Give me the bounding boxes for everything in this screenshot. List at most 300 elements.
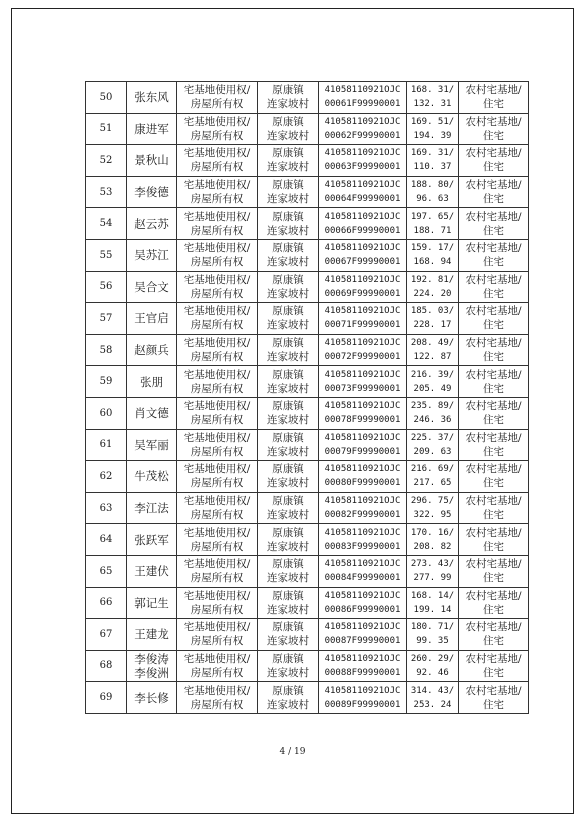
owner-name-cell <box>127 461 177 493</box>
owner-name-cell <box>127 587 177 619</box>
owner-name-cell-line: 李俊德 <box>134 185 169 200</box>
location-cell <box>258 334 319 366</box>
owner-name-cell <box>127 397 177 429</box>
parcel-code-cell <box>319 555 407 587</box>
right-type-cell-line: 宅基地使用权/ <box>183 400 251 413</box>
land-use-cell-line: 农村宅基地/ <box>465 684 522 697</box>
area-cell <box>407 397 459 429</box>
area-cell <box>407 555 459 587</box>
area-cell-line: 185. 03/ <box>410 306 455 317</box>
location-cell-line: 连家坡村 <box>267 193 309 206</box>
right-type-cell-line: 宅基地使用权/ <box>183 305 251 318</box>
right-type-cell <box>177 82 258 114</box>
parcel-code-cell-line: 41058110921OJC <box>324 338 401 349</box>
area-cell-line: 225. 37/ <box>410 432 455 443</box>
location-cell-line: 连家坡村 <box>267 635 309 648</box>
land-use-cell <box>459 587 529 619</box>
land-use-cell-line: 住宅 <box>483 129 504 142</box>
location-cell-line: 原康镇 <box>272 179 304 192</box>
right-type-cell <box>177 397 258 429</box>
parcel-code-cell-line: 00061F99990001 <box>324 99 401 110</box>
owner-name-cell <box>127 524 177 556</box>
area-cell-line: 314. 43/ <box>410 685 455 696</box>
location-cell-line: 连家坡村 <box>267 666 309 679</box>
parcel-code-cell-line: 41058110921OJC <box>324 243 401 254</box>
area-cell <box>407 176 459 208</box>
row-number-cell: 66 <box>86 587 127 619</box>
table-row <box>86 303 529 335</box>
area-cell-line: 168. 94 <box>413 257 452 268</box>
right-type-cell <box>177 145 258 177</box>
table-row <box>86 271 529 303</box>
right-type-cell-line: 房屋所有权 <box>190 193 244 206</box>
parcel-code-cell <box>319 650 407 682</box>
right-type-cell <box>177 176 258 208</box>
location-cell <box>258 271 319 303</box>
location-cell-line: 连家坡村 <box>267 540 309 553</box>
parcel-code-cell-line: 41058110921OJC <box>324 653 401 664</box>
location-cell-line: 连家坡村 <box>267 256 309 269</box>
land-use-cell <box>459 492 529 524</box>
location-cell-line: 原康镇 <box>272 495 304 508</box>
land-use-cell-line: 农村宅基地/ <box>465 337 522 350</box>
area-cell <box>407 145 459 177</box>
location-cell <box>258 650 319 682</box>
right-type-cell <box>177 334 258 366</box>
parcel-code-cell <box>319 587 407 619</box>
row-number-cell: 55 <box>86 239 127 271</box>
row-number-cell: 53 <box>86 176 127 208</box>
area-cell-line: 208. 49/ <box>410 338 455 349</box>
land-use-cell-line: 农村宅基地/ <box>465 431 522 444</box>
owner-name-cell <box>127 334 177 366</box>
area-cell-line: 96. 63 <box>416 194 449 205</box>
area-cell-line: 192. 81/ <box>410 274 455 285</box>
owner-name-cell <box>127 366 177 398</box>
land-use-cell-line: 住宅 <box>483 351 504 364</box>
land-use-cell <box>459 397 529 429</box>
area-cell <box>407 366 459 398</box>
parcel-code-cell <box>319 397 407 429</box>
parcel-code-cell-line: 41058110921OJC <box>324 180 401 191</box>
land-use-cell-line: 农村宅基地/ <box>465 210 522 223</box>
parcel-code-cell-line: 41058110921OJC <box>324 211 401 222</box>
owner-name-cell-line: 吴苏江 <box>134 248 169 263</box>
parcel-code-cell-line: 41058110921OJC <box>324 496 401 507</box>
area-cell-line: 216. 69/ <box>410 464 455 475</box>
land-use-cell <box>459 208 529 240</box>
area-cell-line: 208. 82 <box>413 541 452 552</box>
right-type-cell-line: 房屋所有权 <box>190 666 244 679</box>
row-number-cell: 68 <box>86 650 127 682</box>
land-use-cell <box>459 461 529 493</box>
parcel-code-cell-line: 41058110921OJC <box>324 148 401 159</box>
right-type-cell-line: 房屋所有权 <box>190 603 244 616</box>
land-use-cell-line: 农村宅基地/ <box>465 652 522 665</box>
location-cell-line: 连家坡村 <box>267 98 309 111</box>
owner-name-cell <box>127 303 177 335</box>
location-cell-line: 原康镇 <box>272 431 304 444</box>
area-cell-line: 159. 17/ <box>410 243 455 254</box>
owner-name-cell <box>127 492 177 524</box>
owner-name-cell-line: 吴军丽 <box>134 437 169 452</box>
area-cell-line: 99. 35 <box>416 636 449 647</box>
parcel-code-cell <box>319 303 407 335</box>
land-use-cell-line: 住宅 <box>483 540 504 553</box>
land-use-cell <box>459 429 529 461</box>
right-type-cell-line: 宅基地使用权/ <box>183 337 251 350</box>
right-type-cell-line: 宅基地使用权/ <box>183 652 251 665</box>
owner-name-cell-line: 李俊涛 <box>134 651 169 666</box>
land-use-cell-line: 农村宅基地/ <box>465 526 522 539</box>
area-cell <box>407 524 459 556</box>
right-type-cell <box>177 113 258 145</box>
right-type-cell <box>177 271 258 303</box>
land-use-cell-line: 农村宅基地/ <box>465 368 522 381</box>
right-type-cell-line: 房屋所有权 <box>190 635 244 648</box>
table-row <box>86 524 529 556</box>
land-use-cell <box>459 82 529 114</box>
parcel-code-cell <box>319 366 407 398</box>
row-number-cell: 51 <box>86 113 127 145</box>
row-number-cell: 52 <box>86 145 127 177</box>
right-type-cell-line: 宅基地使用权/ <box>183 210 251 223</box>
owner-name-cell <box>127 176 177 208</box>
owner-name-cell-line: 张朋 <box>140 374 163 389</box>
right-type-cell-line: 房屋所有权 <box>190 98 244 111</box>
area-cell-line: 194. 39 <box>413 130 452 141</box>
owner-name-cell <box>127 429 177 461</box>
area-cell <box>407 492 459 524</box>
parcel-code-cell-line: 00089F99990001 <box>324 699 401 710</box>
owner-name-cell-line: 景秋山 <box>134 153 169 168</box>
land-use-cell-line: 农村宅基地/ <box>465 305 522 318</box>
area-cell-line: 246. 36 <box>413 415 452 426</box>
parcel-code-cell <box>319 682 407 714</box>
row-number-cell: 62 <box>86 461 127 493</box>
location-cell-line: 连家坡村 <box>267 382 309 395</box>
land-use-cell <box>459 334 529 366</box>
land-use-cell-line: 住宅 <box>483 287 504 300</box>
parcel-code-cell <box>319 82 407 114</box>
land-use-cell <box>459 113 529 145</box>
right-type-cell-line: 宅基地使用权/ <box>183 431 251 444</box>
table-row <box>86 176 529 208</box>
parcel-code-cell-line: 41058110921OJC <box>324 464 401 475</box>
area-cell-line: 168. 14/ <box>410 590 455 601</box>
area-cell-line: 253. 24 <box>413 699 452 710</box>
owner-name-cell-line: 赵颜兵 <box>134 343 169 358</box>
parcel-code-cell <box>319 208 407 240</box>
parcel-code-cell <box>319 619 407 651</box>
right-type-cell-line: 房屋所有权 <box>190 319 244 332</box>
location-cell-line: 连家坡村 <box>267 414 309 427</box>
right-type-cell-line: 房屋所有权 <box>190 161 244 174</box>
location-cell <box>258 429 319 461</box>
area-cell-line: 296. 75/ <box>410 496 455 507</box>
land-use-cell-line: 农村宅基地/ <box>465 558 522 571</box>
location-cell <box>258 619 319 651</box>
area-cell <box>407 271 459 303</box>
area-cell <box>407 650 459 682</box>
area-cell-line: 168. 31/ <box>410 85 455 96</box>
table-row <box>86 587 529 619</box>
parcel-code-cell-line: 00067F99990001 <box>324 257 401 268</box>
table-row <box>86 429 529 461</box>
owner-name-cell <box>127 682 177 714</box>
area-cell-line: 188. 71 <box>413 225 452 236</box>
parcel-code-cell-line: 41058110921OJC <box>324 401 401 412</box>
location-cell-line: 原康镇 <box>272 337 304 350</box>
location-cell-line: 连家坡村 <box>267 129 309 142</box>
land-use-cell-line: 住宅 <box>483 256 504 269</box>
location-cell-line: 连家坡村 <box>267 509 309 522</box>
parcel-code-cell <box>319 145 407 177</box>
right-type-cell-line: 宅基地使用权/ <box>183 147 251 160</box>
row-number-cell: 56 <box>86 271 127 303</box>
area-cell-line: 170. 16/ <box>410 527 455 538</box>
area-cell-line: 209. 63 <box>413 446 452 457</box>
table-row <box>86 461 529 493</box>
right-type-cell <box>177 429 258 461</box>
area-cell-line: 260. 29/ <box>410 653 455 664</box>
parcel-code-cell-line: 41058110921OJC <box>324 559 401 570</box>
land-use-cell-line: 住宅 <box>483 666 504 679</box>
parcel-code-cell <box>319 492 407 524</box>
table-row <box>86 82 529 114</box>
area-cell-line: 228. 17 <box>413 320 452 331</box>
right-type-cell <box>177 303 258 335</box>
owner-name-cell-line: 王建龙 <box>134 627 169 642</box>
land-use-cell-line: 住宅 <box>483 572 504 585</box>
page-number: 4 / 19 <box>279 747 306 757</box>
parcel-code-cell-line: 00087F99990001 <box>324 636 401 647</box>
right-type-cell-line: 宅基地使用权/ <box>183 115 251 128</box>
area-cell-line: 277. 99 <box>413 573 452 584</box>
owner-name-cell <box>127 271 177 303</box>
area-cell-line: 169. 51/ <box>410 116 455 127</box>
area-cell-line: 273. 43/ <box>410 559 455 570</box>
owner-name-cell-line: 郭记生 <box>134 595 169 610</box>
parcel-code-cell-line: 00063F99990001 <box>324 162 401 173</box>
land-use-cell-line: 住宅 <box>483 193 504 206</box>
right-type-cell-line: 宅基地使用权/ <box>183 463 251 476</box>
location-cell <box>258 113 319 145</box>
right-type-cell <box>177 208 258 240</box>
land-use-cell-line: 农村宅基地/ <box>465 495 522 508</box>
location-cell <box>258 492 319 524</box>
right-type-cell-line: 房屋所有权 <box>190 287 244 300</box>
owner-name-cell <box>127 145 177 177</box>
land-use-cell <box>459 555 529 587</box>
location-cell-line: 原康镇 <box>272 621 304 634</box>
parcel-code-cell-line: 00082F99990001 <box>324 510 401 521</box>
parcel-code-cell <box>319 271 407 303</box>
owner-name-cell-line: 李江法 <box>134 501 169 516</box>
area-cell <box>407 619 459 651</box>
right-type-cell <box>177 461 258 493</box>
land-use-cell-line: 农村宅基地/ <box>465 621 522 634</box>
parcel-code-cell-line: 41058110921OJC <box>324 116 401 127</box>
location-cell-line: 连家坡村 <box>267 161 309 174</box>
land-use-cell-line: 住宅 <box>483 224 504 237</box>
parcel-code-cell-line: 00062F99990001 <box>324 130 401 141</box>
parcel-code-cell <box>319 176 407 208</box>
owner-name-cell-line: 王建伏 <box>134 564 169 579</box>
location-cell-line: 原康镇 <box>272 652 304 665</box>
location-cell <box>258 555 319 587</box>
row-number-cell: 59 <box>86 366 127 398</box>
area-cell-line: 122. 87 <box>413 352 452 363</box>
location-cell-line: 连家坡村 <box>267 698 309 711</box>
location-cell-line: 原康镇 <box>272 463 304 476</box>
land-use-cell <box>459 619 529 651</box>
area-cell-line: 169. 31/ <box>410 148 455 159</box>
area-cell-line: 188. 80/ <box>410 180 455 191</box>
location-cell <box>258 82 319 114</box>
parcel-code-cell-line: 41058110921OJC <box>324 432 401 443</box>
location-cell-line: 连家坡村 <box>267 477 309 490</box>
row-number-cell: 63 <box>86 492 127 524</box>
location-cell <box>258 303 319 335</box>
location-cell-line: 原康镇 <box>272 684 304 697</box>
owner-name-cell-line: 王官启 <box>134 311 169 326</box>
land-use-cell-line: 农村宅基地/ <box>465 400 522 413</box>
location-cell <box>258 587 319 619</box>
parcel-code-cell-line: 41058110921OJC <box>324 527 401 538</box>
parcel-code-cell <box>319 113 407 145</box>
right-type-cell-line: 宅基地使用权/ <box>183 273 251 286</box>
location-cell <box>258 366 319 398</box>
owner-name-cell <box>127 555 177 587</box>
right-type-cell-line: 宅基地使用权/ <box>183 684 251 697</box>
location-cell <box>258 461 319 493</box>
location-cell <box>258 682 319 714</box>
right-type-cell-line: 房屋所有权 <box>190 256 244 269</box>
land-use-cell-line: 住宅 <box>483 161 504 174</box>
row-number-cell: 58 <box>86 334 127 366</box>
owner-name-cell-line: 吴合文 <box>134 279 169 294</box>
parcel-code-cell <box>319 524 407 556</box>
right-type-cell <box>177 555 258 587</box>
location-cell <box>258 176 319 208</box>
parcel-code-cell <box>319 429 407 461</box>
area-cell <box>407 82 459 114</box>
parcel-code-cell <box>319 239 407 271</box>
right-type-cell-line: 宅基地使用权/ <box>183 526 251 539</box>
owner-name-cell-line: 张跃军 <box>134 532 169 547</box>
right-type-cell <box>177 650 258 682</box>
land-use-cell-line: 住宅 <box>483 414 504 427</box>
area-cell <box>407 682 459 714</box>
owner-name-cell <box>127 619 177 651</box>
land-use-cell <box>459 176 529 208</box>
area-cell-line: 110. 37 <box>413 162 452 173</box>
location-cell-line: 连家坡村 <box>267 351 309 364</box>
land-use-cell-line: 农村宅基地/ <box>465 115 522 128</box>
area-cell <box>407 461 459 493</box>
right-type-cell <box>177 619 258 651</box>
right-type-cell-line: 房屋所有权 <box>190 382 244 395</box>
location-cell-line: 原康镇 <box>272 115 304 128</box>
right-type-cell <box>177 524 258 556</box>
right-type-cell-line: 房屋所有权 <box>190 698 244 711</box>
right-type-cell <box>177 492 258 524</box>
area-cell-line: 235. 89/ <box>410 401 455 412</box>
owner-name-cell <box>127 82 177 114</box>
area-cell-line: 322. 95 <box>413 510 452 521</box>
land-use-cell <box>459 239 529 271</box>
land-use-cell-line: 住宅 <box>483 477 504 490</box>
land-use-cell-line: 农村宅基地/ <box>465 179 522 192</box>
parcel-code-cell-line: 00078F99990001 <box>324 415 401 426</box>
parcel-code-cell <box>319 461 407 493</box>
right-type-cell <box>177 366 258 398</box>
parcel-code-cell-line: 00080F99990001 <box>324 478 401 489</box>
right-type-cell-line: 房屋所有权 <box>190 224 244 237</box>
land-use-cell-line: 住宅 <box>483 319 504 332</box>
right-type-cell <box>177 682 258 714</box>
land-use-cell <box>459 524 529 556</box>
area-cell-line: 224. 20 <box>413 288 452 299</box>
right-type-cell-line: 房屋所有权 <box>190 572 244 585</box>
area-cell <box>407 334 459 366</box>
land-use-cell <box>459 271 529 303</box>
location-cell-line: 原康镇 <box>272 210 304 223</box>
location-cell-line: 原康镇 <box>272 242 304 255</box>
land-use-cell-line: 农村宅基地/ <box>465 589 522 602</box>
land-use-cell-line: 农村宅基地/ <box>465 463 522 476</box>
parcel-code-cell-line: 00066F99990001 <box>324 225 401 236</box>
right-type-cell-line: 宅基地使用权/ <box>183 621 251 634</box>
parcel-code-cell-line: 00071F99990001 <box>324 320 401 331</box>
row-number-cell: 64 <box>86 524 127 556</box>
owner-name-cell-line: 李俊洲 <box>134 665 169 680</box>
area-cell-line: 199. 14 <box>413 604 452 615</box>
area-cell <box>407 303 459 335</box>
parcel-code-cell-line: 00072F99990001 <box>324 352 401 363</box>
table-row <box>86 682 529 714</box>
area-cell <box>407 429 459 461</box>
owner-name-cell <box>127 650 177 682</box>
right-type-cell-line: 房屋所有权 <box>190 414 244 427</box>
land-use-cell <box>459 145 529 177</box>
land-use-cell-line: 住宅 <box>483 698 504 711</box>
parcel-code-cell-line: 00084F99990001 <box>324 573 401 584</box>
owner-name-cell-line: 赵云苏 <box>134 216 169 231</box>
owner-name-cell-line: 李长修 <box>134 690 169 705</box>
location-cell-line: 原康镇 <box>272 589 304 602</box>
row-number-cell: 69 <box>86 682 127 714</box>
location-cell-line: 原康镇 <box>272 368 304 381</box>
parcel-code-cell-line: 00088F99990001 <box>324 667 401 678</box>
location-cell-line: 原康镇 <box>272 273 304 286</box>
land-use-cell <box>459 366 529 398</box>
table-row <box>86 619 529 651</box>
table-row <box>86 334 529 366</box>
land-use-cell-line: 农村宅基地/ <box>465 273 522 286</box>
land-use-cell <box>459 303 529 335</box>
parcel-code-cell-line: 00086F99990001 <box>324 604 401 615</box>
right-type-cell-line: 宅基地使用权/ <box>183 242 251 255</box>
row-number-cell: 57 <box>86 303 127 335</box>
area-cell <box>407 113 459 145</box>
location-cell-line: 原康镇 <box>272 400 304 413</box>
parcel-code-cell-line: 00064F99990001 <box>324 194 401 205</box>
area-cell-line: 216. 39/ <box>410 369 455 380</box>
table-row <box>86 397 529 429</box>
parcel-code-cell <box>319 334 407 366</box>
